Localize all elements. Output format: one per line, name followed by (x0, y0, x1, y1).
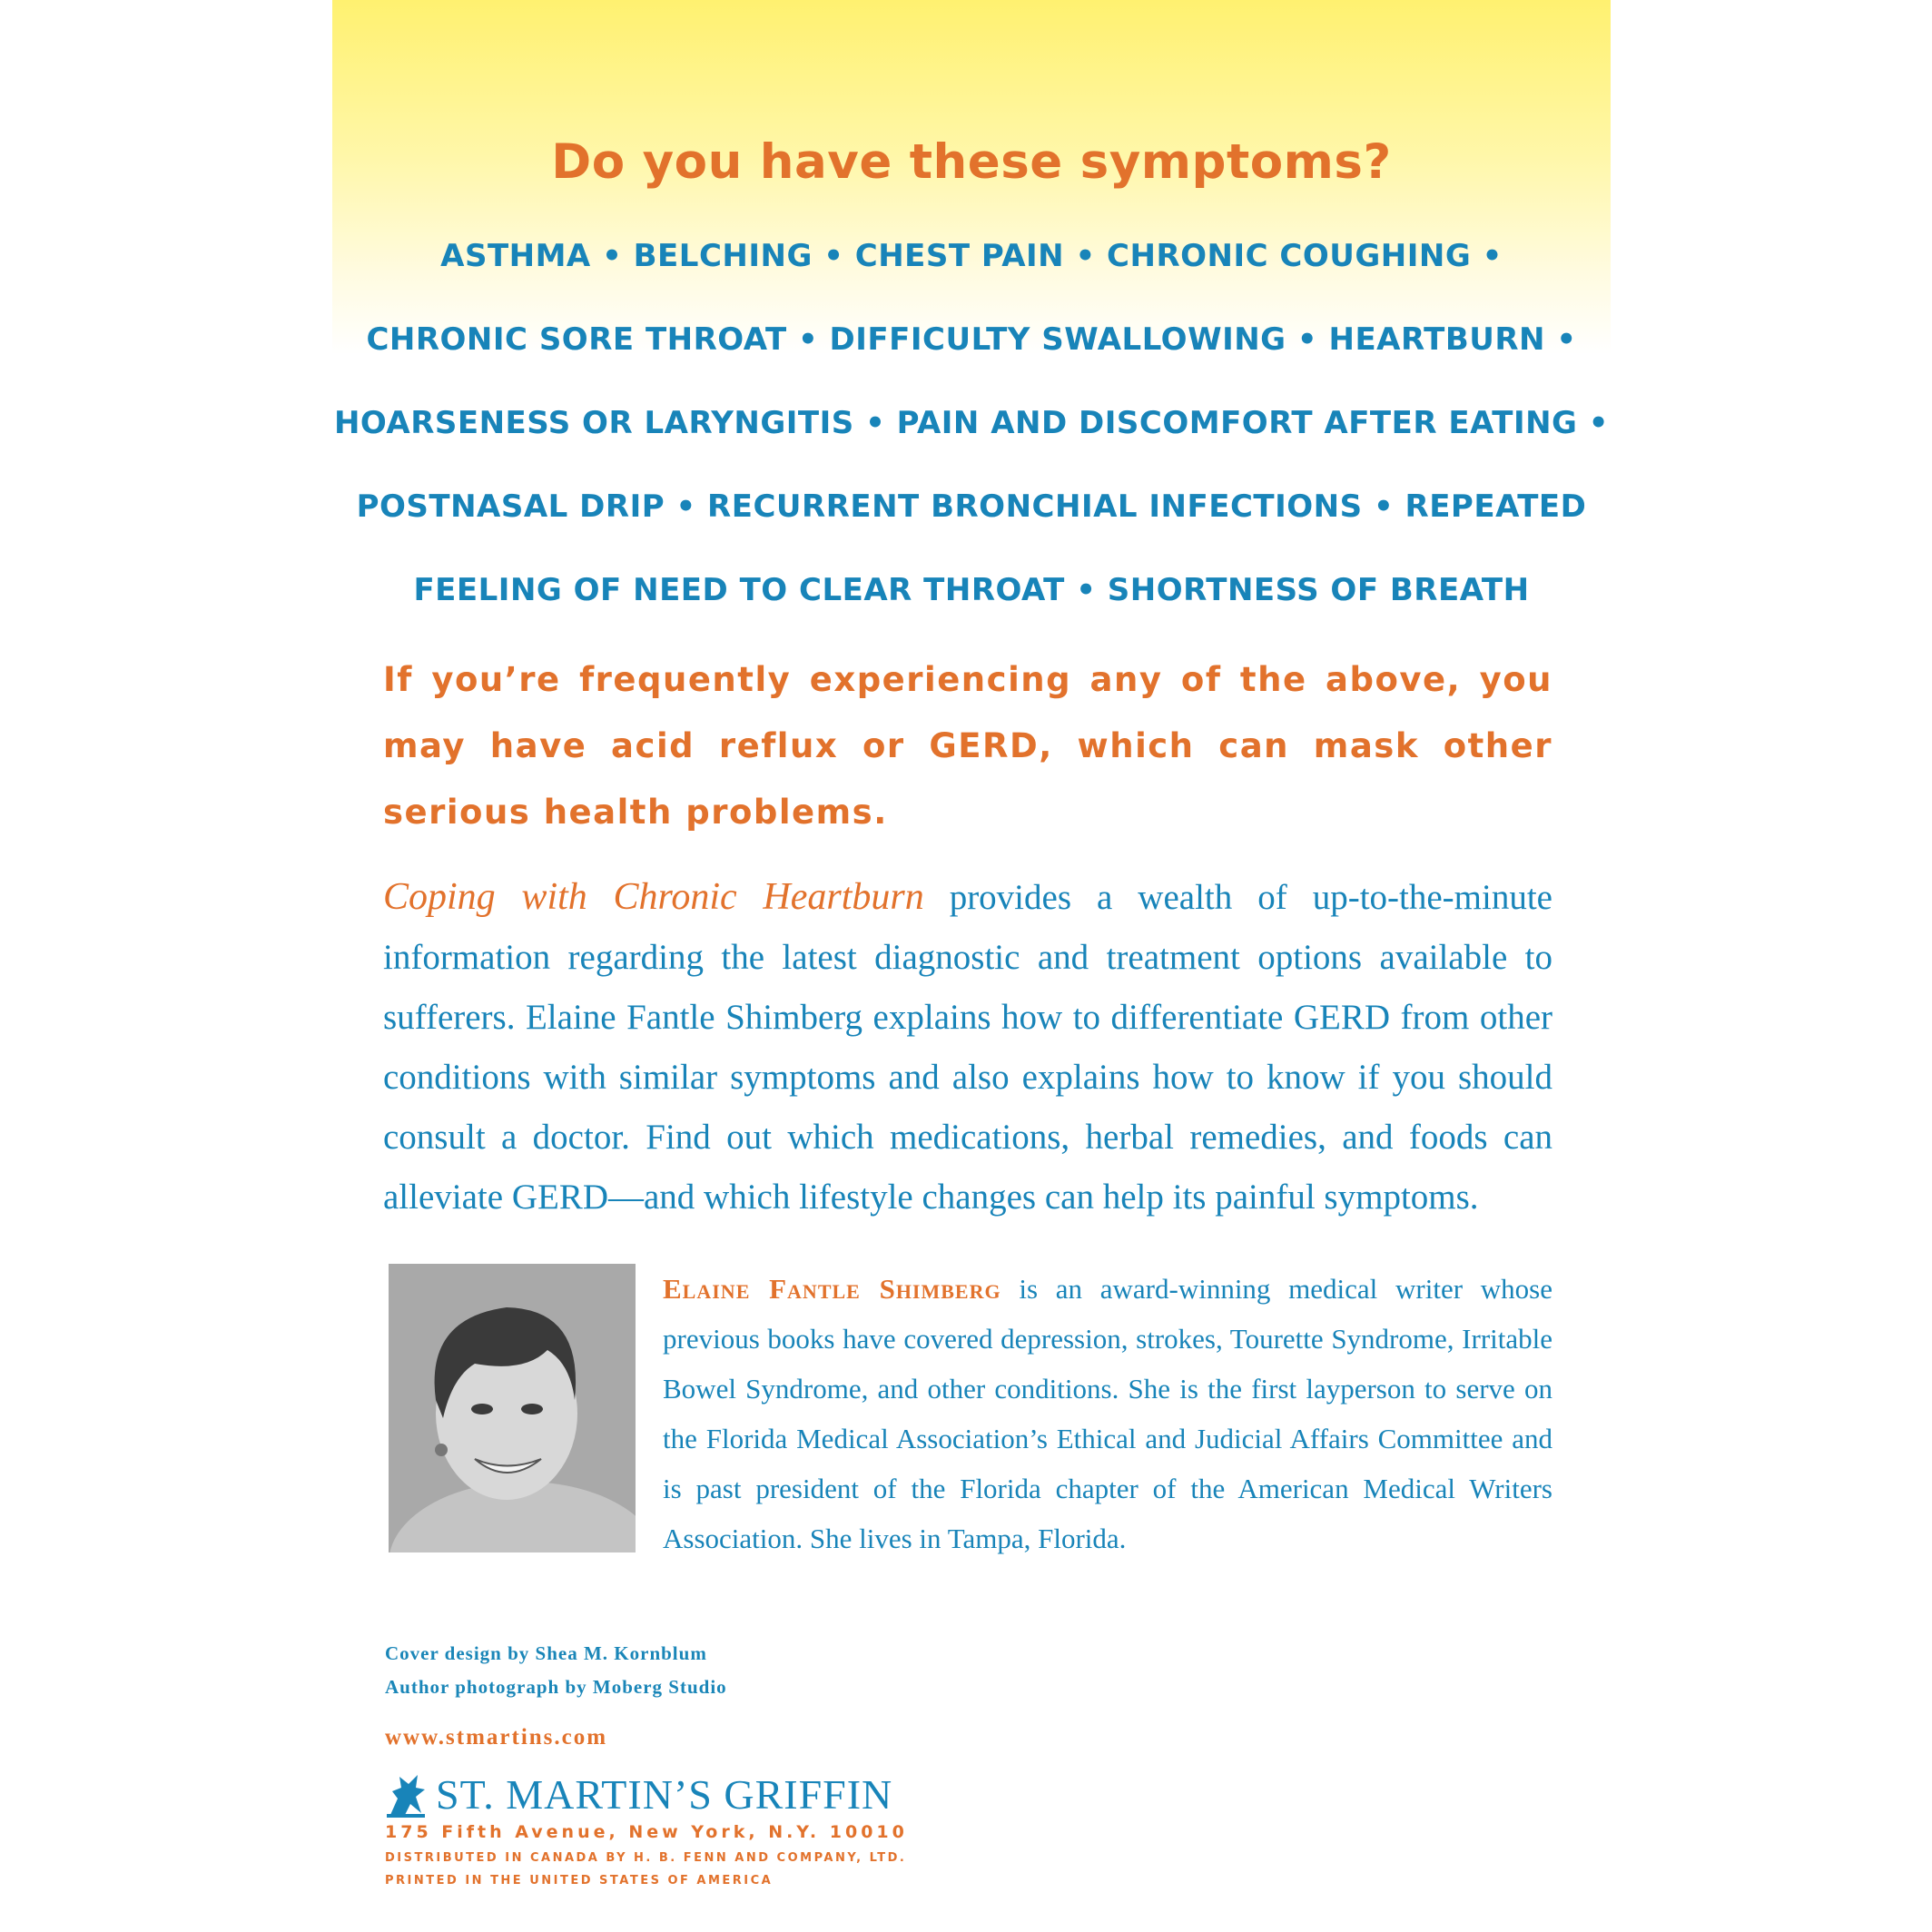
publisher-name: ST. MARTIN’S GRIFFIN (436, 1771, 893, 1818)
credits (385, 1637, 727, 1704)
author-bio (663, 1264, 1552, 1563)
book-title: Coping with Chronic Heartburn (383, 876, 924, 918)
author-name: Elaine Fantle Shimberg (663, 1273, 1001, 1305)
symptom-line: CHRONIC SORE THROAT • DIFFICULTY SWALLOWING • HEARTBURN • (366, 321, 1577, 358)
symptom-line: POSTNASAL DRIP • RECURRENT BRONCHIAL INFECTIONS • REPEATED (356, 488, 1587, 525)
publisher-address: 175 Fifth Avenue, New York, N.Y. 10010 (385, 1822, 908, 1842)
author-photo (389, 1264, 636, 1552)
headline: Do you have these symptoms? (551, 134, 1392, 190)
symptom-line: ASTHMA • BELCHING • CHEST PAIN • CHRONIC COUGHING • (440, 238, 1503, 274)
symptom-line: FEELING OF NEED TO CLEAR THROAT • SHORTNESS OF BREATH (413, 572, 1530, 608)
website-url: www.stmartins.com (385, 1725, 608, 1750)
book-description (383, 867, 1552, 1227)
description-text: provides a wealth of up-to-the-minute information regarding the latest diagnostic and treatment options available to sufferers. Elaine Fantle Shimberg explains how to differentiate GERD from other conditions with similar symptoms and also explains how to know if you should consult a doctor. Find out which medications, herbal remedies, and foods can alleviate GERD—and which lifestyle changes can help its painful symptoms. (383, 878, 1552, 1217)
symptom-line: HOARSENESS OR LARYNGITIS • PAIN AND DISCOMFORT AFTER EATING • (333, 405, 1610, 441)
cover-design-credit: Cover design by Shea M. Kornblum (385, 1642, 707, 1664)
griffin-logo-icon (385, 1771, 427, 1819)
printed-note: PRINTED IN THE UNITED STATES OF AMERICA (385, 1874, 774, 1888)
publisher-name-row (385, 1770, 948, 1819)
distribution-note: DISTRIBUTED IN CANADA BY H. B. FENN AND COMPANY, LTD. (385, 1851, 907, 1865)
publisher-block (385, 1770, 948, 1888)
warning-text: If you’re frequently experiencing any of the above, you may have acid reflux or GERD, which can mask other serious health problems. (383, 660, 1552, 832)
book-back-cover (332, 0, 1611, 1932)
author-photo-credit: Author photograph by Moberg Studio (385, 1676, 727, 1698)
bio-text: is an award-winning medical writer whose previous books have covered depression, strokes, Tourette Syndrome, Irritable Bowel Syndrome, and other conditions. She is the first layperson to serve on the Florida Medical Association’s Ethical and Judicial Affairs Committee and is past president of the Florida chapter of the American Medical Writers Association. She lives in Tampa, Florida. (663, 1273, 1552, 1554)
